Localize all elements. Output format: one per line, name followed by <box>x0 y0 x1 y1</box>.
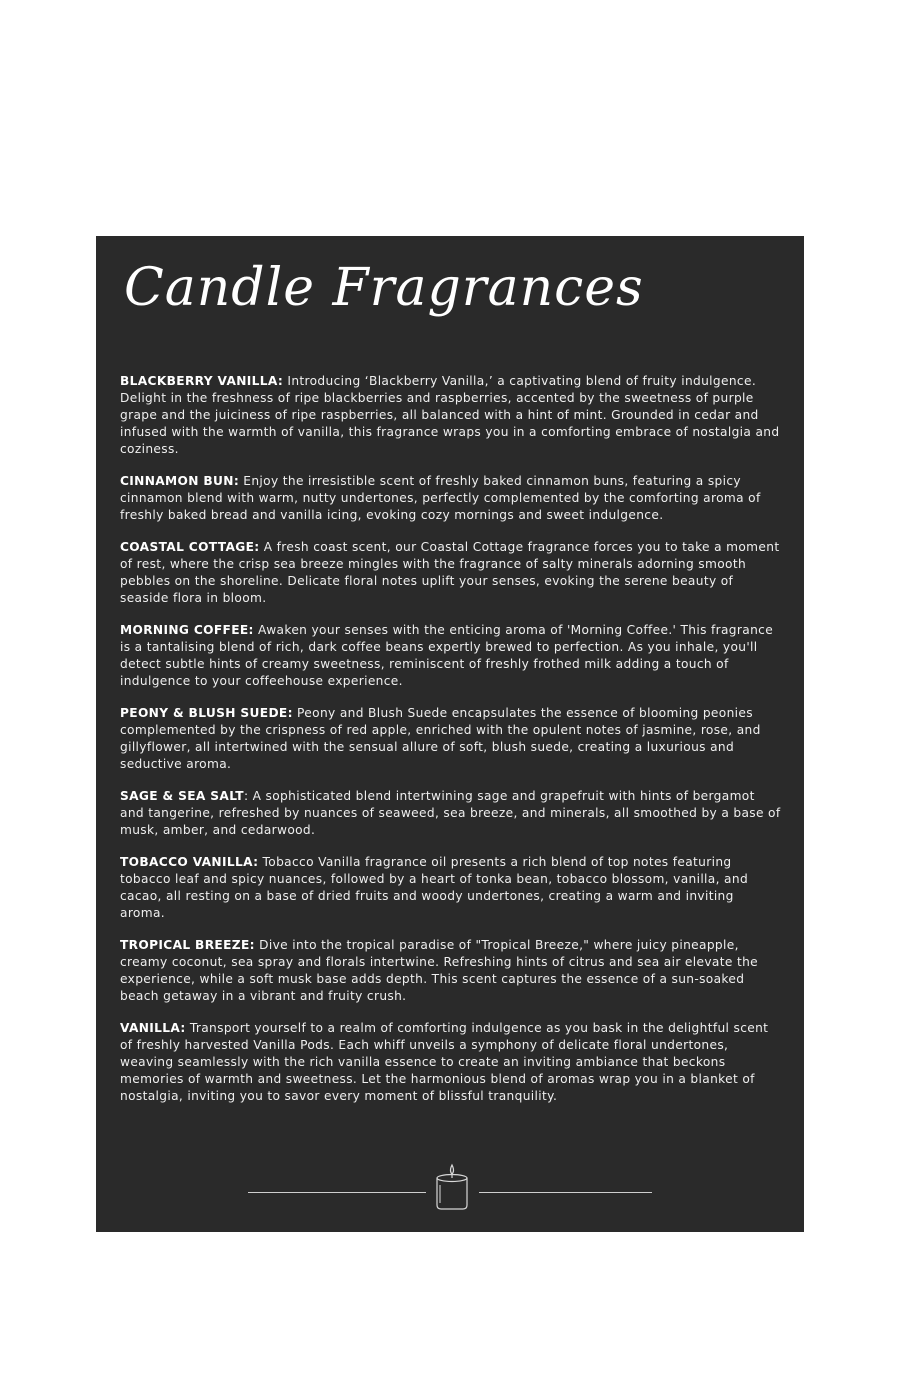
divider-left <box>248 1192 426 1193</box>
fragrance-description: Introducing ‘Blackberry Vanilla,’ a captivating blend of fruity indulgence. Delight in the freshness of ripe blackberries and raspberries, accented by the sweetness of purple grape and the juiciness of ripe raspberries, all balanced with a hint of mint. Grounded in cedar and infused with the warmth of vanilla, this fragrance wraps you in a comforting embrace of nostalgia and coziness. <box>120 374 780 456</box>
fragrance-card <box>96 236 804 1232</box>
fragrance-entry <box>120 1020 782 1105</box>
fragrance-description: Transport yourself to a realm of comforting indulgence as you bask in the delightful scent of freshly harvested Vanilla Pods. Each whiff unveils a symphony of delicate floral undertones, weaving seamlessly with the rich vanilla essence to create an inviting ambiance that beckons memories of warmth and sweetness. Let the harmonious blend of aromas wrap you in a blanket of nostalgia, inviting you to savor every moment of blissful tranquility. <box>120 1021 769 1103</box>
fragrance-entry <box>120 937 782 1005</box>
fragrance-description: : A sophisticated blend intertwining sage and grapefruit with hints of bergamot and tangerine, refreshed by nuances of seaweed, sea breeze, and minerals, all smoothed by a base of musk, amber, and cedarwood. <box>120 789 781 837</box>
fragrance-name: TROPICAL BREEZE: <box>120 938 255 952</box>
fragrance-name: VANILLA: <box>120 1021 186 1035</box>
fragrance-entry <box>120 705 782 773</box>
fragrance-description: Dive into the tropical paradise of "Tropical Breeze," where juicy pineapple, creamy coconut, sea spray and florals intertwine. Refreshing hints of citrus and sea air elevate the experience, while a soft musk base adds depth. This scent captures the essence of a sun-soaked beach getaway in a vibrant and fruity crush. <box>120 938 758 1003</box>
fragrance-description: Peony and Blush Suede encapsulates the essence of blooming peonies complemented by the crispness of red apple, enriched with the opulent notes of jasmine, rose, and gillyflower, all intertwined with the sensual allure of soft, blush suede, creating a luxurious and seductive aroma. <box>120 706 761 771</box>
fragrance-name: PEONY & BLUSH SUEDE: <box>120 706 293 720</box>
fragrance-entry <box>120 854 782 922</box>
fragrance-entry <box>120 373 782 458</box>
fragrance-name: COASTAL COTTAGE: <box>120 540 260 554</box>
fragrance-entry <box>120 788 782 839</box>
fragrance-entry <box>120 622 782 690</box>
fragrance-entry <box>120 539 782 607</box>
page-title: Candle Fragrances <box>124 258 644 318</box>
fragrance-description: Awaken your senses with the enticing aroma of 'Morning Coffee.' This fragrance is a tantalising blend of rich, dark coffee beans expertly brewed to perfection. As you inhale, you'll detect subtle hints of creamy sweetness, reminiscent of freshly frothed milk adding a touch of indulgence to your coffeehouse experience. <box>120 623 774 688</box>
fragrance-description: Enjoy the irresistible scent of freshly baked cinnamon buns, featuring a spicy cinnamon blend with warm, nutty undertones, perfectly complemented by the comforting aroma of freshly baked bread and vanilla icing, evoking cozy mornings and sweet indulgence. <box>120 474 761 522</box>
fragrance-list <box>120 373 782 1120</box>
fragrance-name: TOBACCO VANILLA: <box>120 855 259 869</box>
fragrance-entry <box>120 473 782 524</box>
divider-right <box>479 1192 652 1193</box>
fragrance-name: SAGE & SEA SALT <box>120 789 244 803</box>
fragrance-name: MORNING COFFEE: <box>120 623 254 637</box>
fragrance-description: Tobacco Vanilla fragrance oil presents a rich blend of top notes featuring tobacco leaf and spicy nuances, followed by a heart of tonka bean, tobacco blossom, vanilla, and cacao, all resting on a base of dried fruits and woody undertones, creating a warm and inviting aroma. <box>120 855 749 920</box>
candle-icon <box>432 1161 472 1211</box>
fragrance-name: CINNAMON BUN: <box>120 474 240 488</box>
fragrance-name: BLACKBERRY VANILLA: <box>120 374 284 388</box>
fragrance-description: A fresh coast scent, our Coastal Cottage fragrance forces you to take a moment of rest, where the crisp sea breeze mingles with the fragrance of salty minerals adorning smooth pebbles on the shoreline. Delicate floral notes uplift your senses, evoking the serene beauty of seaside flora in bloom. <box>120 540 780 605</box>
